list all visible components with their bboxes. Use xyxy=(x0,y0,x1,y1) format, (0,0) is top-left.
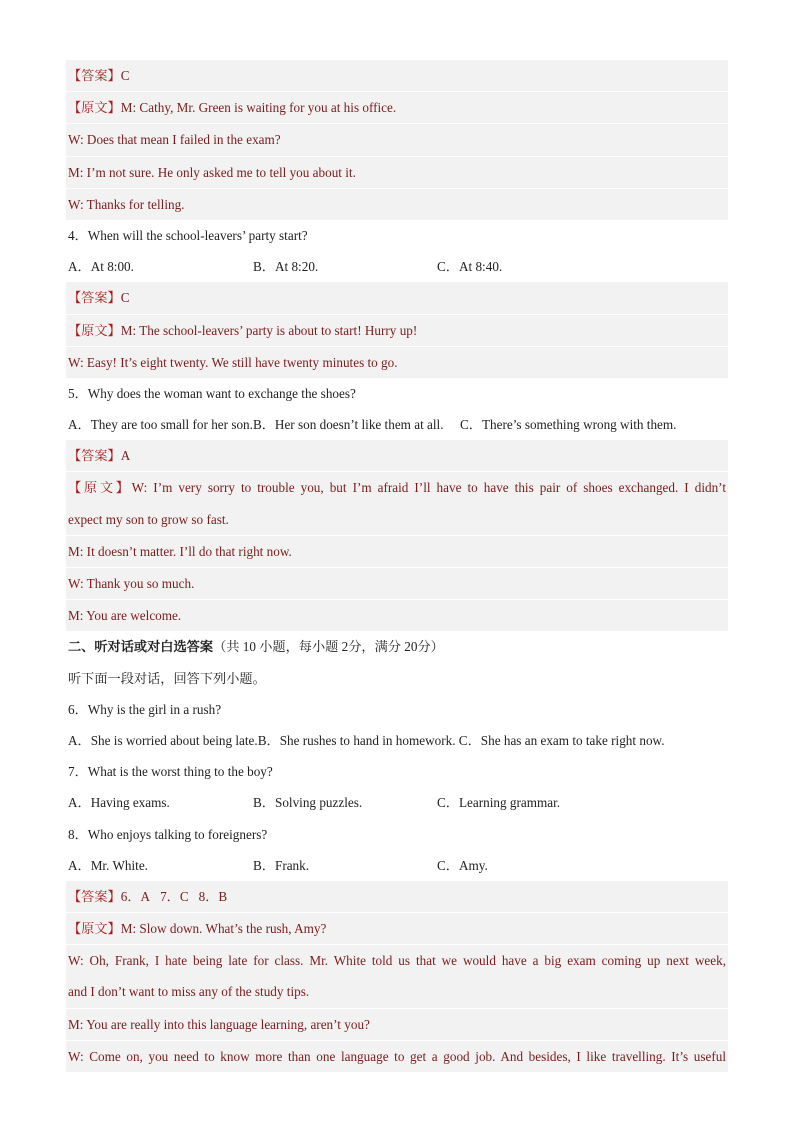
transcript-tag: 【原文】 xyxy=(68,480,132,496)
option-a: A．At 8:00. xyxy=(68,259,134,275)
question-6: 6．Why is the girl in a rush? xyxy=(68,701,222,717)
transcript-line: W: Thank you so much. xyxy=(66,567,728,599)
transcript-line: M: You are really into this language learning, aren’t you? xyxy=(66,1008,728,1040)
transcript-line: W: Easy! It’s eight twenty. We still have twenty minutes to go. xyxy=(66,346,728,378)
transcript-line: and I don’t want to miss any of the study tips. xyxy=(66,976,728,1007)
transcript-line xyxy=(66,912,728,944)
question-5: 5．Why does the woman want to exchange the shoes? xyxy=(68,385,356,401)
option-b: B．At 8:20. xyxy=(253,259,319,275)
options-q8 xyxy=(66,850,728,881)
transcript-line: W: Does that mean I failed in the exam? xyxy=(66,123,728,155)
transcript-line: W: Come on, you need to know more than one language to get a good job. And besides, I like travelling. It’s useful xyxy=(66,1040,728,1072)
transcript-line: W: Oh, Frank, I hate being late for class. Mr. White told us that we would have a big exam coming up next week, xyxy=(66,944,728,976)
answer-line xyxy=(66,60,728,91)
transcript-text: M: The school-leavers’ party is about to start! Hurry up! xyxy=(120,322,418,338)
options-q7 xyxy=(66,787,728,818)
option-b: B．Frank. xyxy=(253,857,310,873)
option-b: B．Solving puzzles. xyxy=(253,795,363,811)
transcript-text: M: Slow down. What’s the rush, Amy? xyxy=(120,921,327,937)
answer-8: 8．B xyxy=(198,888,228,904)
answer-7: 7．C xyxy=(160,888,189,904)
transcript-line: W: Thanks for telling. xyxy=(66,188,728,220)
transcript-line: M: You are welcome. xyxy=(66,599,728,631)
answer-text: C xyxy=(120,68,130,83)
transcript-tag: 【原文】 xyxy=(68,100,121,116)
option-c: C．Learning grammar. xyxy=(437,795,561,811)
answer-tag: 【答案】 xyxy=(68,68,121,83)
section-title: 二、听对话或对白选答案 xyxy=(68,639,214,655)
transcript-line xyxy=(66,91,728,123)
question-4: 4．When will the school-leavers’ party start? xyxy=(68,227,308,243)
options-q4 xyxy=(66,251,728,282)
option-a: A．Mr. White. xyxy=(68,857,148,873)
transcript-text: M: Cathy, Mr. Green is waiting for you at his office. xyxy=(120,100,397,116)
answer-text: A xyxy=(120,448,131,464)
transcript-line: expect my son to grow so fast. xyxy=(66,504,728,535)
options-q5: A．They are too small for her son.B．Her son doesn’t like them at all. C．There’s something wrong with them. xyxy=(68,417,677,433)
answer-text: C xyxy=(120,290,130,306)
transcript-line: M: It doesn’t matter. I’ll do that right now. xyxy=(66,535,728,567)
section-instruction: 听下面一段对话，回答下列小题。 xyxy=(68,670,266,686)
answer-line xyxy=(66,440,728,471)
answer-line xyxy=(66,282,728,313)
section-note: （共 10 小题，每小题 2分，满分 20分） xyxy=(213,639,444,655)
question-8: 8．Who enjoys talking to foreigners? xyxy=(68,826,268,842)
answer-tag: 【答案】 xyxy=(68,888,121,904)
option-a: A．Having exams. xyxy=(68,795,170,811)
question-7: 7．What is the worst thing to the boy? xyxy=(68,764,273,780)
answer-tag: 【答案】 xyxy=(68,448,121,464)
answer-6: 6．A xyxy=(120,888,151,904)
option-c: C．Amy. xyxy=(437,857,488,873)
page-content xyxy=(66,60,728,1072)
answer-line xyxy=(66,881,728,912)
transcript-line: M: I’m not sure. He only asked me to tell you about it. xyxy=(66,156,728,188)
transcript-tag: 【原文】 xyxy=(68,322,121,338)
section-heading xyxy=(66,631,728,662)
option-c: C．At 8:40. xyxy=(437,259,503,275)
options-q6: A．She is worried about being late.B．She rushes to hand in homework. C．She has an exam to take right now. xyxy=(68,732,665,748)
transcript-line xyxy=(66,471,728,503)
transcript-tag: 【原文】 xyxy=(68,921,121,937)
transcript-text: W: I’m very sorry to trouble you, but I’m afraid I’ll have to have this pair of shoes exchanged. I didn’t xyxy=(131,480,726,496)
answer-tag: 【答案】 xyxy=(68,290,121,306)
transcript-line xyxy=(66,314,728,346)
